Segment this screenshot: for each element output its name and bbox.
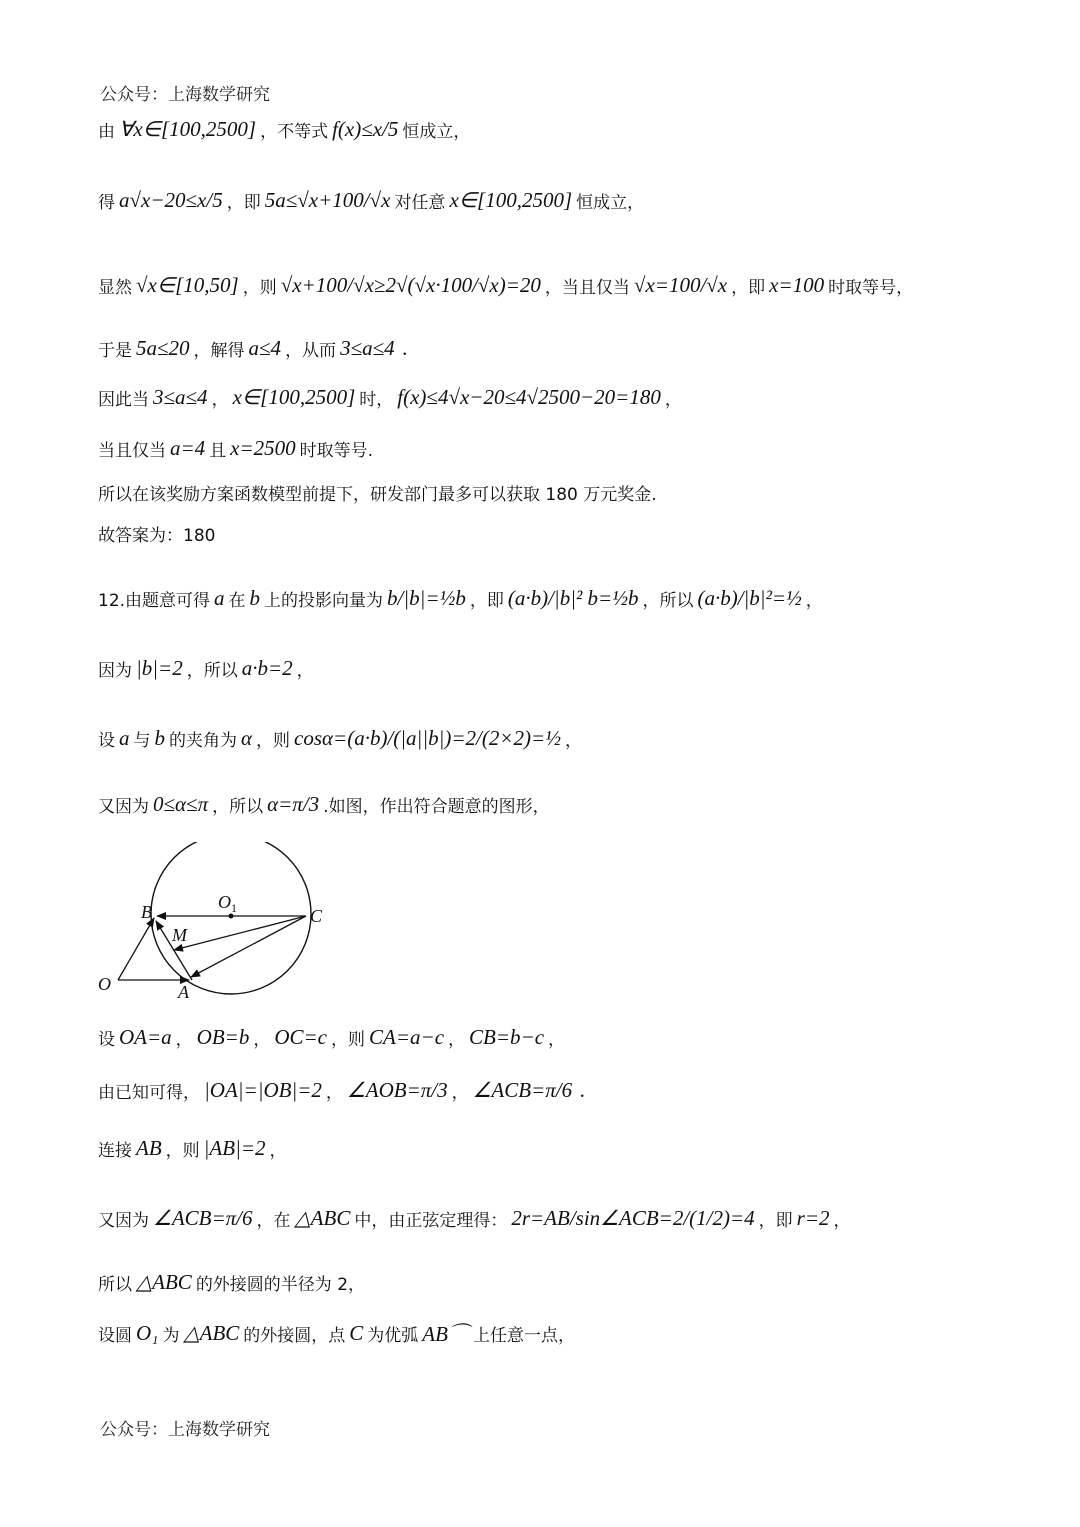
text-segment: 对任意 <box>394 192 446 213</box>
text-segment: 时取等号. <box>299 440 374 461</box>
math-expression: a√x−20≤x/5 <box>119 187 223 212</box>
math-expression: CA=a−c <box>369 1024 445 1049</box>
text-segment: ，则 <box>256 730 291 751</box>
text-segment: 的外接圆的半径为 2， <box>195 1274 366 1295</box>
math-expression: f(x)≤4√x−20≤4√2500−20=180 <box>397 384 661 409</box>
text-segment: 设 <box>98 730 115 751</box>
text-segment: ，则 <box>242 277 277 298</box>
text-line <box>98 774 550 834</box>
text-segment: ， <box>548 1029 566 1050</box>
text-line <box>98 708 582 768</box>
text-segment: ，所以 <box>186 660 238 681</box>
text-segment: ， <box>211 389 229 410</box>
math-expression: OA=a <box>119 1024 172 1049</box>
text-line <box>98 1118 287 1178</box>
text-line <box>98 1007 565 1067</box>
math-expression: |b|=2 <box>136 655 183 680</box>
text-segment: 时， <box>359 389 394 410</box>
text-segment: ， <box>451 1082 469 1103</box>
text-segment: ， <box>253 1029 271 1050</box>
text-segment: 与 <box>133 730 151 751</box>
text-segment: 所以 <box>98 1274 132 1295</box>
text-segment: ， <box>325 1082 343 1103</box>
text-segment: ， <box>175 1029 193 1050</box>
math-expression: f(x)≤x/5 <box>332 116 399 141</box>
text-segment: 设圆 <box>98 1325 132 1346</box>
text-segment: ， <box>664 389 682 410</box>
text-segment: ，即 <box>469 590 504 611</box>
page-footer: 公众号：上海数学研究 <box>100 1420 270 1440</box>
text-segment: 恒成立， <box>576 192 645 213</box>
text-segment: 由 <box>98 121 115 142</box>
math-expression: OB=b <box>196 1024 250 1049</box>
text-segment: 为 <box>162 1325 180 1346</box>
text-segment: ， <box>448 1029 466 1050</box>
text-line <box>98 1188 851 1248</box>
label-o1: O <box>218 892 231 912</box>
text-line <box>98 1060 589 1120</box>
text-segment: ， <box>564 730 582 751</box>
text-segment: ，则 <box>331 1029 366 1050</box>
text-segment: ，即 <box>758 1210 793 1231</box>
text-segment: 上的投影向量为 <box>264 590 384 611</box>
text-segment: ，当且仅当 <box>544 277 630 298</box>
circle-figure <box>94 842 334 1007</box>
text-segment: ，即 <box>731 277 766 298</box>
math-expression: x∈[100,2500] <box>232 384 356 409</box>
math-expression: (a·b)/|b|² b=½b <box>507 585 639 610</box>
math-expression: b <box>249 585 261 610</box>
text-segment: 显然 <box>98 277 132 298</box>
label-o: O <box>98 974 111 994</box>
text-segment: 所以在该奖励方案函数模型前提下，研发部门最多可以获取 180 万元奖金. <box>98 484 657 505</box>
label-a: A <box>178 982 189 1002</box>
text-segment: ，在 <box>256 1210 291 1231</box>
text-segment: 得 <box>98 192 115 213</box>
text-segment: 时取等号， <box>828 277 914 298</box>
math-expression: 5a≤20 <box>136 335 190 360</box>
math-expression: a·b=2 <box>241 655 293 680</box>
text-segment: 当且仅当 <box>98 440 166 461</box>
math-expression: ∀x∈[100,2500] <box>119 116 257 141</box>
math-expression: 2r=AB/sin∠ACB=2/(1/2)=4 <box>511 1205 755 1230</box>
text-segment: 在 <box>228 590 246 611</box>
math-expression: √x∈[10,50] <box>136 272 239 297</box>
text-line <box>98 99 470 159</box>
text-segment: 中，由正弦定理得： <box>354 1210 508 1231</box>
text-segment: ，即 <box>226 192 261 213</box>
math-expression: b/|b|=½b <box>387 585 466 610</box>
math-expression: a <box>214 585 225 610</box>
math-expression: O₁ <box>136 1320 159 1345</box>
math-expression: CB=b−c <box>469 1024 545 1049</box>
text-segment: ， <box>805 590 823 611</box>
text-segment: 于是 <box>98 340 132 361</box>
math-expression: ∠ACB=π/6 <box>153 1205 253 1230</box>
math-expression: AB⌒ <box>422 1322 469 1346</box>
label-c: C <box>310 906 323 926</box>
math-expression: ∠ACB=π/6 <box>472 1077 573 1102</box>
math-expression: √x=100/√x <box>633 272 728 297</box>
label-m: M <box>172 925 187 945</box>
math-expression: x∈[100,2500] <box>449 187 573 212</box>
page-header: 公众号：上海数学研究 <box>100 85 270 105</box>
text-segment: .如图，作出符合题意的图形， <box>323 796 550 817</box>
math-expression: |AB|=2 <box>203 1135 266 1160</box>
text-segment: 故答案为：180 <box>98 525 216 546</box>
math-expression: 3≤a≤4 <box>340 335 395 360</box>
text-segment: 连接 <box>98 1140 132 1161</box>
text-segment: ， <box>833 1210 851 1231</box>
text-line <box>98 170 644 230</box>
text-segment: ，所以 <box>212 796 264 817</box>
math-expression: 0≤α≤π <box>153 791 209 816</box>
math-expression: b <box>154 725 165 750</box>
math-expression: △ABC <box>294 1205 351 1230</box>
text-line <box>98 1303 575 1363</box>
math-expression: 5a≤√x+100/√x <box>264 187 391 212</box>
math-expression: r=2 <box>796 1205 830 1230</box>
math-expression: cosα=(a·b)/(|a||b|)=2/(2×2)=½ <box>294 725 561 750</box>
text-segment: 12.由题意可得 <box>98 590 211 611</box>
label-b: B <box>141 902 152 922</box>
text-segment: 由已知可得， <box>98 1082 200 1103</box>
text-segment: ，解得 <box>193 340 245 361</box>
text-segment: 为优弧 <box>367 1325 419 1346</box>
math-expression: . <box>402 335 408 360</box>
vector-ob <box>118 918 154 980</box>
vector-cm <box>174 916 306 950</box>
label-o1-sub: 1 <box>231 901 237 915</box>
text-segment: ，所以 <box>642 590 694 611</box>
text-segment: 上任意一点， <box>472 1325 575 1346</box>
math-expression: ∠AOB=π/3 <box>346 1077 448 1102</box>
text-segment: 因此当 <box>98 389 149 410</box>
text-segment: 设 <box>98 1029 115 1050</box>
math-expression: . <box>580 1077 586 1102</box>
text-segment: 的外接圆，点 <box>243 1325 346 1346</box>
text-segment: ，不等式 <box>260 121 329 142</box>
text-segment: ， <box>269 1140 287 1161</box>
math-expression: √x+100/√x≥2√(√x·100/√x)=20 <box>280 272 541 297</box>
math-expression: △ABC <box>136 1269 192 1294</box>
math-expression: △ABC <box>183 1320 240 1345</box>
math-expression: (a·b)/|b|²=½ <box>697 585 802 610</box>
math-expression: 3≤a≤4 <box>153 384 208 409</box>
text-line <box>98 638 314 698</box>
text-segment: 又因为 <box>98 796 149 817</box>
math-expression: C <box>349 1320 364 1345</box>
math-expression: |OA|=|OB|=2 <box>204 1077 322 1102</box>
math-expression: α=π/3 <box>267 791 320 816</box>
text-segment: 因为 <box>98 660 132 681</box>
text-segment: 且 <box>209 440 227 461</box>
math-expression: x=100 <box>769 272 825 297</box>
math-expression: x=2500 <box>230 435 296 460</box>
math-expression: α <box>241 725 253 750</box>
vector-ca <box>191 916 306 977</box>
text-segment: 又因为 <box>98 1210 149 1231</box>
text-line <box>98 568 823 628</box>
text-segment: 恒成立， <box>402 121 471 142</box>
math-expression: a≤4 <box>248 335 282 360</box>
text-line <box>98 255 913 315</box>
text-segment: ，从而 <box>285 340 337 361</box>
text-segment: 的夹角为 <box>169 730 237 751</box>
text-segment: ， <box>296 660 314 681</box>
text-segment: ，则 <box>165 1140 200 1161</box>
math-expression: AB <box>136 1135 162 1160</box>
math-expression: a <box>119 725 130 750</box>
math-expression: a=4 <box>170 435 206 460</box>
math-expression: OC=c <box>274 1024 328 1049</box>
text-line <box>98 503 215 563</box>
